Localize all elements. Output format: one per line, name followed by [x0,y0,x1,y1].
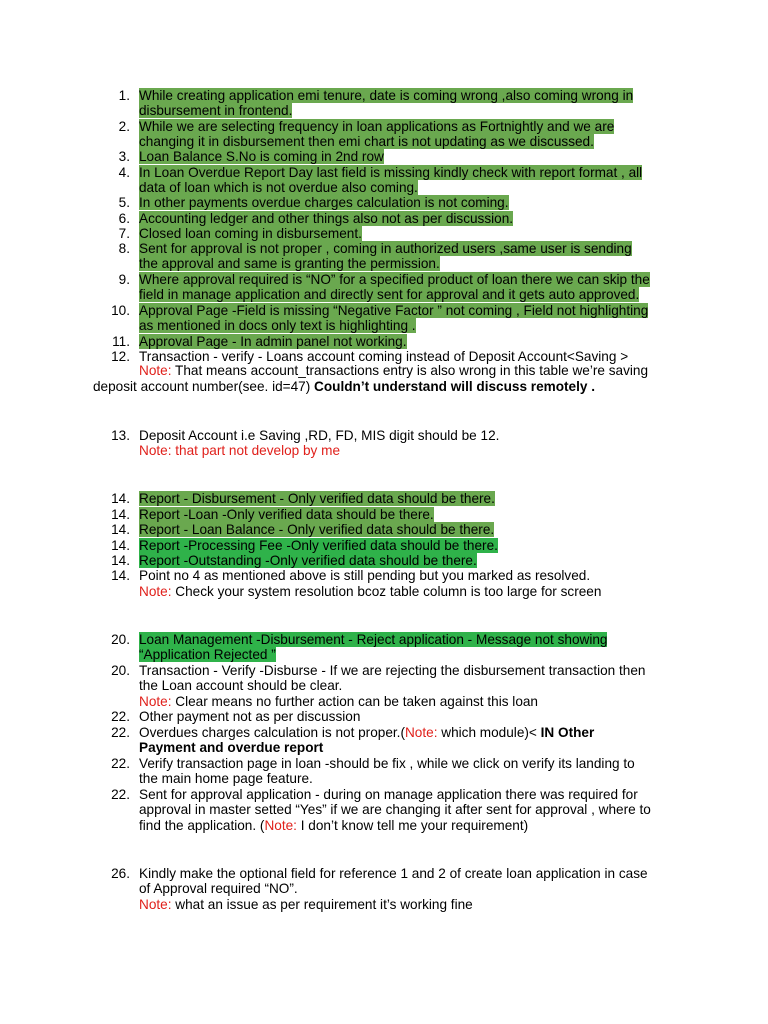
list-number: 1. [118,88,130,103]
list-text: Deposit Account i.e Saving ,RD, FD, MIS digit should be 12. [139,428,500,443]
list-number: 20. [111,663,130,678]
list-text: “Application Rejected ” [139,647,276,663]
list-text: While we are selecting frequency in loan applications as Fortnightly and we are [139,119,615,134]
list-text: Approval Page -Field is missing “Negative Factor ” not coming , Field not highlighting [139,303,649,318]
note-text: Note: that part not develop by me [139,443,341,458]
list-text-block [139,149,679,164]
list-number: 22. [111,709,130,724]
list-number: 12. [111,349,130,364]
list-text: Report - Loan Balance - Only verified data should be there. [139,522,495,537]
list-text: Sent for approval is not proper , coming in authorized users ,same user is sending [139,241,632,256]
note-text: That means account_transactions entry is also wrong in this table we’re saving [171,363,649,378]
list-text-block [139,226,679,241]
list-text: Loan Balance S.No is coming in 2nd row [139,149,384,164]
list-text: In Loan Overdue Report Day last field is missing kindly check with report format , all [139,165,643,180]
list-text-block [139,553,679,568]
list-text-block [139,568,679,583]
note-label: Note: [404,725,438,740]
list-text: Report -Outstanding -Only verified data should be there. [139,553,477,568]
note-bold: Couldn’t understand will discuss remotely . [314,379,596,394]
list-number: 7. [118,226,130,241]
list-number: 14. [111,522,130,537]
bold-text: Payment and overdue report [139,740,324,756]
list-text: approval in master setted “Yes” if we are changing it after sent for approval , where to [139,802,651,818]
note-label: Note: [139,363,172,378]
list-text: Report - Disbursement - Only verified data should be there. [139,491,495,506]
list-number: 9. [118,272,130,287]
list-text: Report -Processing Fee -Only verified data should be there. [139,538,498,553]
note-label: Note: [139,694,172,709]
list-number: 6. [118,211,130,226]
list-text: Loan Management -Disbursement - Reject application - Message not showing [139,632,608,647]
list-text: Sent for approval application - during on manage application there was required for [139,787,638,802]
list-text-block [139,756,679,787]
list-number: 8. [118,241,130,256]
list-text: Closed loan coming in disbursement. [139,226,362,241]
list-text: which module)< [437,725,541,740]
list-text-block [139,303,679,334]
list-number: 14. [111,538,130,553]
list-number: 22. [111,787,130,802]
note-label: Note: [264,817,297,833]
list-number: 22. [111,756,130,771]
list-number: 26. [111,866,130,881]
list-text: the Loan account should be clear. [139,678,343,694]
list-text: Transaction - verify - Loans account coming instead of Deposit Account<Saving > [139,349,629,364]
list-text: the approval and same is granting the permission. [139,256,440,272]
list-number: 11. [112,334,130,349]
list-text-block [139,507,679,522]
list-text-block [139,211,679,226]
list-text: Where approval required is “NO” for a specified product of loan there we can skip the [139,272,650,287]
list-text: Point no 4 as mentioned above is still pending but you marked as resolved. [139,568,591,583]
list-text-block [139,88,679,119]
list-text-block [139,272,679,303]
note-text: what an issue as per requirement it’s working fine [171,897,473,912]
list-text-block [139,538,679,553]
list-text-block [139,491,679,506]
list-text: While creating application emi tenure, date is coming wrong ,also coming wrong in [139,88,634,103]
list-text-block [139,334,679,349]
list-number: 2. [118,119,130,134]
list-text: Transaction - Verify -Disburse - If we are rejecting the disbursement transaction then [139,663,646,678]
list-text: Overdues charges calculation is not proper.( [139,725,405,740]
note-text: Clear means no further action can be taken against this loan [171,694,538,709]
list-number: 10. [111,303,130,318]
list-text: the main home page feature. [139,771,313,787]
list-text-block [139,119,679,150]
list-text: Approval Page - In admin panel not working. [139,334,407,349]
list-text-block [139,663,679,694]
note-label: Note: [139,584,172,599]
list-number: 3. [118,149,130,164]
list-text: In other payments overdue charges calculation is not coming. [139,195,509,210]
list-text: I don’t know tell me your requirement) [296,817,529,833]
list-number: 14. [111,491,130,506]
list-number: 20. [111,632,130,647]
list-number: 14. [111,553,130,568]
list-text: Accounting ledger and other things also not as per discussion. [139,211,514,226]
list-text: Other payment not as per discussion [139,709,361,724]
note-text-cont: deposit account number(see. id=47) [93,379,315,394]
list-text: Verify transaction page in loan -should be fix , while we click on verify its landing to [139,756,635,771]
list-number: 14. [111,507,130,522]
list-text-block [139,866,679,897]
list-text: disbursement in frontend. [139,103,293,119]
list-text-block [139,165,679,196]
list-number: 5. [118,195,130,210]
list-number: 22. [111,725,130,740]
list-text-block [139,241,679,272]
list-text: of Approval required “NO”. [139,881,298,897]
list-text-block [139,787,679,833]
list-text: as mentioned in docs only text is highlighting . [139,318,416,334]
list-text: changing it in disbursement then emi chart is not updating as we discussed. [139,134,594,150]
list-text-block [139,195,679,210]
list-number: 13. [111,428,130,443]
list-text: data of loan which is not overdue also coming. [139,180,418,196]
list-number: 14. [111,568,130,583]
list-text-block [139,725,679,756]
list-text: find the application. ( [139,817,265,833]
list-text: Report -Loan -Only verified data should be there. [139,507,434,522]
list-text-block [139,632,679,663]
note-label: Note: [139,897,172,912]
list-number: 4. [118,165,130,180]
bold-text: IN Other [540,725,595,740]
list-text-block [139,522,679,537]
list-text: Kindly make the optional field for reference 1 and 2 of create loan application in case [139,866,648,881]
note-text: Check your system resolution bcoz table column is too large for screen [171,584,602,599]
list-text: field in manage application and directly sent for approval and it gets auto approved. [139,287,640,303]
